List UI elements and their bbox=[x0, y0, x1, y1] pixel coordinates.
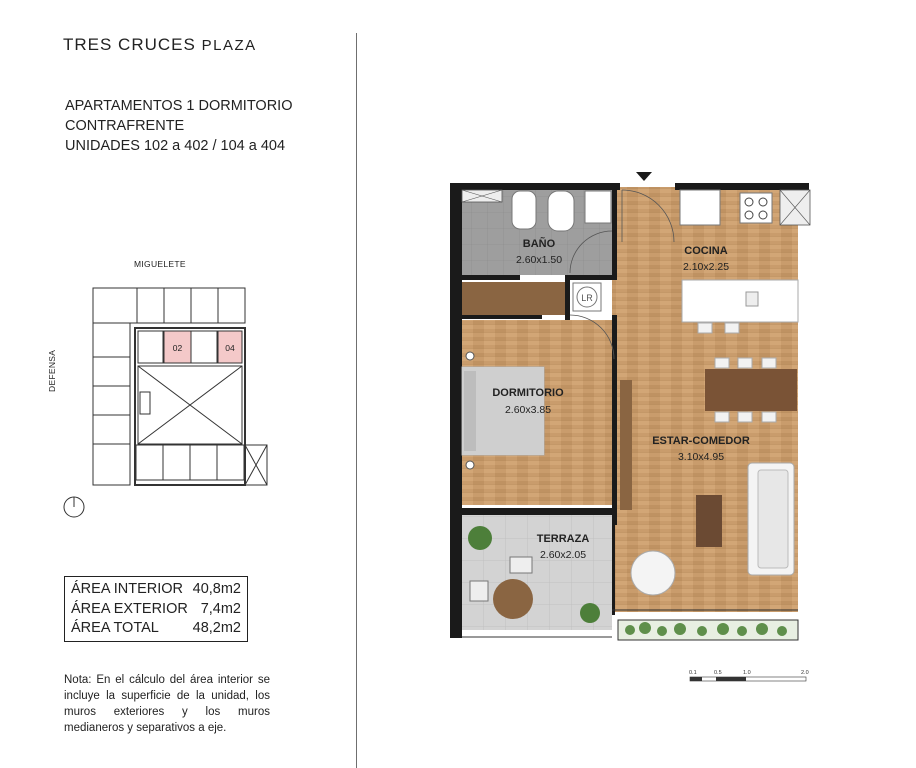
area-value: 7,4m2 bbox=[200, 600, 241, 617]
room-dim-dormitorio: 2.60x3.85 bbox=[504, 404, 552, 416]
site-block bbox=[93, 357, 130, 386]
brand-suffix: PLAZA bbox=[201, 37, 257, 54]
bidet-icon bbox=[512, 191, 536, 229]
site-block bbox=[136, 445, 163, 480]
site-block bbox=[137, 288, 164, 323]
site-block bbox=[163, 445, 190, 480]
brand-name: TRES CRUCES bbox=[63, 35, 196, 54]
site-block bbox=[93, 444, 130, 485]
room-name-bano: BAÑO bbox=[522, 238, 556, 250]
vertical-divider bbox=[356, 33, 357, 768]
entrance-arrow-icon bbox=[636, 172, 652, 181]
scale-tick-label: 0.1 bbox=[689, 670, 697, 676]
area-value: 40,8m2 bbox=[192, 581, 241, 597]
site-block bbox=[93, 415, 130, 444]
site-plan-diagram bbox=[60, 280, 275, 520]
sink-icon bbox=[585, 191, 611, 223]
tv-unit bbox=[620, 380, 632, 510]
floor-plan bbox=[440, 165, 820, 655]
site-block bbox=[191, 331, 217, 363]
heading-line-2: CONTRAFRENTE bbox=[65, 118, 185, 134]
brand-title bbox=[63, 35, 257, 55]
scale-tick-label: 2.0 bbox=[801, 670, 809, 676]
fridge-icon bbox=[680, 190, 720, 225]
unit-04-label: 04 bbox=[225, 343, 235, 353]
area-label: ÁREA TOTAL bbox=[71, 620, 159, 636]
site-block bbox=[191, 288, 218, 323]
coffee-table bbox=[696, 495, 722, 547]
toilet-icon bbox=[548, 191, 574, 231]
site-block bbox=[218, 288, 245, 323]
street-label-top: MIGUELETE bbox=[134, 259, 186, 269]
site-block bbox=[93, 386, 130, 415]
kitchen-island bbox=[682, 280, 798, 322]
stove-icon bbox=[740, 193, 772, 223]
room-name-dormitorio: DORMITORIO bbox=[492, 387, 564, 399]
room-dim-bano: 2.60x1.50 bbox=[515, 254, 563, 266]
room-name-terraza: TERRAZA bbox=[536, 533, 590, 545]
area-label: ÁREA EXTERIOR bbox=[71, 600, 188, 617]
scale-tick-label: 0.5 bbox=[714, 670, 722, 676]
site-block bbox=[164, 288, 191, 323]
dining-table bbox=[705, 369, 797, 411]
site-block bbox=[93, 288, 137, 323]
areas-box bbox=[64, 576, 248, 642]
room-name-cocina: COCINA bbox=[684, 245, 728, 257]
site-block bbox=[190, 445, 217, 480]
terrace-table bbox=[493, 579, 533, 619]
laundry-label: LR bbox=[581, 293, 593, 303]
room-dim-cocina: 2.10x2.25 bbox=[682, 261, 730, 273]
armchair-icon bbox=[631, 551, 675, 595]
unit-02-label: 02 bbox=[172, 343, 183, 353]
site-block bbox=[93, 323, 130, 357]
area-label: ÁREA INTERIOR bbox=[71, 581, 183, 597]
terrace-chair bbox=[510, 557, 532, 573]
area-note: Nota: En el cálculo del área interior se incluye la superficie de la unidad, los muros exteriores y los muros medianeros y separativos a eje. bbox=[64, 674, 270, 734]
pillow bbox=[464, 371, 476, 451]
area-row bbox=[71, 619, 241, 639]
room-name-estar: ESTAR-COMEDOR bbox=[652, 435, 750, 447]
site-block bbox=[217, 445, 244, 480]
heading-line-3: UNIDADES 102 a 402 / 104 a 404 bbox=[65, 138, 286, 154]
area-value: 48,2m2 bbox=[192, 620, 241, 636]
room-dim-terraza: 2.60x2.05 bbox=[539, 549, 587, 561]
site-block bbox=[138, 331, 163, 363]
area-row bbox=[71, 600, 241, 620]
terrace-chair bbox=[470, 581, 488, 601]
heading-line-1: APARTAMENTOS 1 DORMITORIO bbox=[65, 98, 293, 114]
wardrobe bbox=[462, 282, 567, 315]
courtyard-element bbox=[140, 392, 150, 414]
room-dim-estar: 3.10x4.95 bbox=[677, 451, 725, 463]
unit-heading bbox=[65, 96, 292, 156]
area-row bbox=[71, 580, 241, 600]
scale-tick-label: 1.0 bbox=[743, 670, 751, 676]
scale-bar bbox=[686, 668, 812, 686]
street-label-left: DEFENSA bbox=[47, 349, 57, 392]
